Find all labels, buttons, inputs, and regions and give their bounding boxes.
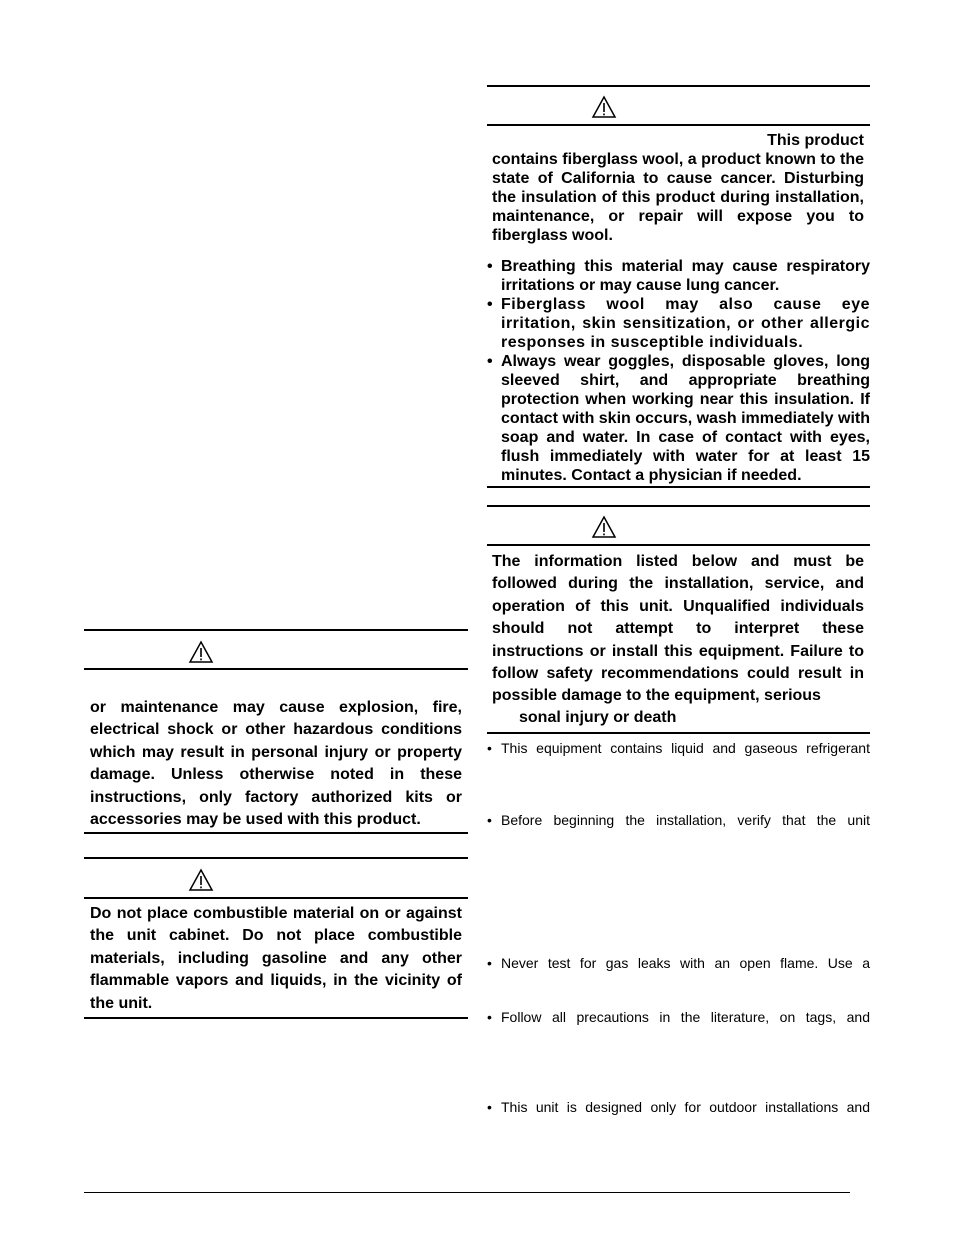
bullet-glyph: • bbox=[487, 1099, 492, 1115]
top-warning-rule-top bbox=[487, 85, 870, 87]
top-warning-rule-bottom bbox=[487, 486, 870, 488]
bullet-glyph: • bbox=[487, 740, 492, 756]
fiberglass-warning-body bbox=[492, 150, 864, 245]
mid-warning-rule-top bbox=[487, 505, 870, 507]
left-warning-2-rule-bottom bbox=[84, 1017, 468, 1019]
fiberglass-warning-intro bbox=[492, 131, 864, 150]
list-item bbox=[487, 1099, 870, 1116]
bullet-text: Breathing this material may cause respiratory irritations or may cause lung cancer. bbox=[501, 258, 870, 294]
left-warning-1-rule-top bbox=[84, 629, 468, 631]
hazard-warning-body bbox=[90, 697, 462, 831]
list-item bbox=[487, 740, 870, 757]
information-warning-body-text: The information listed below and must be followed during the installation, service, and operation of this unit. Unqualified individuals should not attempt to interpret these instructions or install this equipment. Failure to follow safety recommendations could result in possible damage to the equipment, serious bbox=[492, 553, 864, 705]
list-item bbox=[487, 955, 870, 972]
mid-warning-rule-bottom bbox=[487, 732, 870, 734]
list-item-text: Follow all precautions in the literature, on tags, and bbox=[501, 1009, 870, 1025]
footer-rule bbox=[84, 1192, 850, 1193]
fiberglass-bullet-list bbox=[487, 257, 870, 485]
list-item bbox=[487, 295, 870, 352]
list-item bbox=[487, 257, 870, 295]
information-warning-body bbox=[492, 551, 864, 708]
fiberglass-warning-body-text: contains fiberglass wool, a product known to the state of California to cause cancer. Disturbing the insulation of this product during installation, maintenance, or repair will expose you to fiberglass wool. bbox=[492, 151, 864, 244]
left-warning-1-rule-bottom bbox=[84, 832, 468, 834]
bullet-text: Always wear goggles, disposable gloves, long sleeved shirt, and appropriate breathing protection when working near this insulation. If contact with skin occurs, wash immediately with soap and water. In case of contact with eyes, flush immediately with water for at least 15 minutes. Contact a physician if needed. bbox=[501, 353, 870, 484]
warning-triangle-icon bbox=[591, 515, 617, 539]
top-warning-rule-header bbox=[487, 124, 870, 126]
hazard-warning-body-text: or maintenance may cause explosion, fire, electrical shock or other hazardous conditions which may result in personal injury or property damage. Unless otherwise noted in these instructions, only factory authorized kits or accessories may be used with this product. bbox=[90, 699, 462, 829]
list-item bbox=[487, 1009, 870, 1026]
bullet-glyph: • bbox=[487, 353, 493, 370]
list-item-text: Never test for gas leaks with an open flame. Use a bbox=[501, 955, 870, 971]
list-item-text: Before beginning the installation, verify that the unit bbox=[501, 812, 870, 828]
bullet-glyph: • bbox=[487, 296, 494, 313]
warning-triangle-icon bbox=[591, 95, 617, 119]
left-warning-1-rule-header bbox=[84, 668, 468, 670]
information-warning-last-line bbox=[519, 708, 859, 727]
combustible-warning-body-text: Do not place combustible material on or against the unit cabinet. Do not place combustible materials, including gasoline and any other flammable vapors and liquids, in the vicinity of the unit. bbox=[90, 905, 462, 1012]
list-item-text: This equipment contains liquid and gaseous refrigerant bbox=[501, 740, 870, 756]
left-warning-2-rule-top bbox=[84, 857, 468, 859]
combustible-warning-body bbox=[90, 903, 462, 1015]
bullet-glyph: • bbox=[487, 812, 492, 828]
bullet-text: Fiberglass wool may also cause eye irritation, skin sensitization, or other allergic responses in susceptible individuals. bbox=[501, 296, 870, 351]
bullet-glyph: • bbox=[487, 955, 492, 971]
list-item bbox=[487, 352, 870, 485]
list-item bbox=[487, 812, 870, 829]
list-item-text: This unit is designed only for outdoor installations and bbox=[501, 1099, 870, 1115]
mid-warning-rule-header bbox=[487, 544, 870, 546]
bullet-glyph: • bbox=[487, 1009, 492, 1025]
bullet-glyph: • bbox=[487, 258, 493, 275]
information-warning-last-line-text: sonal injury or death bbox=[519, 709, 677, 726]
warning-triangle-icon bbox=[188, 640, 214, 664]
left-warning-2-rule-header bbox=[84, 897, 468, 899]
warning-triangle-icon bbox=[188, 868, 214, 892]
fiberglass-warning-intro-text: This product bbox=[767, 132, 864, 149]
